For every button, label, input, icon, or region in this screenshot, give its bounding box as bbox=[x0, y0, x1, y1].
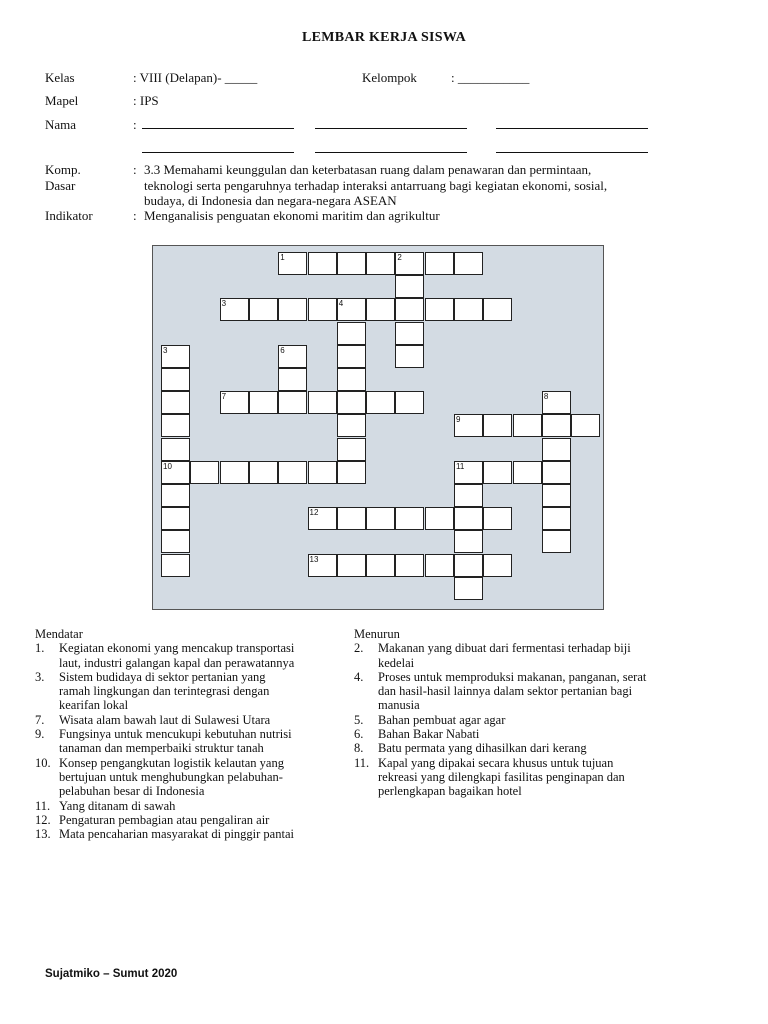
komp-label-1: Komp. bbox=[45, 162, 81, 177]
crossword-number: 3 bbox=[163, 345, 168, 355]
page-title: LEMBAR KERJA SISWA bbox=[301, 30, 467, 45]
clue-text: ramah lingkungan dan terintegrasi dengan bbox=[59, 684, 270, 699]
mapel-value: : IPS bbox=[133, 93, 159, 108]
crossword-cell[interactable] bbox=[542, 414, 571, 437]
crossword-cell[interactable] bbox=[571, 414, 600, 437]
clue-number: 12. bbox=[35, 812, 51, 827]
crossword-cell[interactable] bbox=[395, 507, 424, 530]
clue-text: Kapal yang dipakai secara khusus untuk tujuan bbox=[378, 755, 614, 770]
clue-number: 5. bbox=[354, 712, 364, 727]
komp-line-1: 3.3 Memahami keunggulan dan keterbatasan ruang dalam penawaran dan permintaan, bbox=[144, 162, 592, 177]
menurun-clue bbox=[354, 756, 714, 799]
mendatar-clue bbox=[35, 827, 345, 841]
crossword-number: 4 bbox=[338, 299, 344, 309]
crossword-cell[interactable] bbox=[366, 554, 395, 577]
name-line-2[interactable] bbox=[315, 128, 467, 129]
crossword-number: 6 bbox=[280, 345, 285, 355]
crossword-cell[interactable] bbox=[308, 391, 337, 414]
clue-number: 9. bbox=[35, 727, 45, 742]
crossword-number: 8 bbox=[543, 392, 549, 402]
clue-text: Kegiatan ekonomi yang mencakup transportasi bbox=[59, 641, 295, 656]
crossword-cell[interactable] bbox=[337, 322, 366, 345]
crossword-cell[interactable] bbox=[483, 461, 512, 484]
crossword-board bbox=[152, 245, 604, 610]
crossword-cell[interactable] bbox=[161, 438, 190, 461]
crossword-cell[interactable] bbox=[278, 298, 307, 321]
crossword-cell[interactable] bbox=[337, 461, 366, 484]
clue-number: 7. bbox=[35, 712, 45, 727]
clue-text: tanaman dan memperbaiki struktur tanah bbox=[59, 741, 264, 756]
clue-text: kearifan lokal bbox=[59, 698, 129, 713]
clue-number: 4. bbox=[354, 669, 364, 684]
crossword-cell[interactable] bbox=[425, 298, 454, 321]
komp-line-2: teknologi serta pengaruhnya terhadap interaksi antarruang bagi kegiatan ekonomi, sosial, bbox=[144, 178, 608, 193]
crossword-number: 3 bbox=[221, 299, 227, 309]
crossword-cell[interactable] bbox=[278, 391, 307, 414]
crossword-cell[interactable] bbox=[454, 252, 483, 275]
clue-number: 2. bbox=[354, 641, 364, 656]
crossword-cell[interactable] bbox=[337, 391, 366, 414]
kelas-value: : VIII (Delapan)- _____ bbox=[133, 70, 258, 85]
clue-text: Bahan pembuat agar agar bbox=[378, 712, 506, 727]
clue-text: pelabuhan besar di Indonesia bbox=[59, 784, 205, 799]
crossword-cell[interactable] bbox=[161, 414, 190, 437]
crossword-cell[interactable] bbox=[249, 461, 278, 484]
crossword-cell[interactable] bbox=[278, 461, 307, 484]
crossword-cell[interactable] bbox=[395, 345, 424, 368]
crossword-number: 10 bbox=[163, 461, 172, 471]
crossword-cell[interactable] bbox=[308, 461, 337, 484]
clue-number: 3. bbox=[35, 669, 45, 684]
crossword-cell[interactable] bbox=[542, 484, 571, 507]
crossword-cell[interactable] bbox=[337, 507, 366, 530]
nama-colon: : bbox=[133, 117, 137, 132]
menurun-clue bbox=[354, 727, 714, 741]
footer-credit: Sujatmiko – Sumut 2020 bbox=[45, 968, 178, 980]
crossword-cell[interactable] bbox=[395, 554, 424, 577]
menurun-clue bbox=[354, 741, 714, 755]
mendatar-clues bbox=[35, 627, 345, 841]
crossword-cell[interactable] bbox=[454, 554, 483, 577]
crossword-cell[interactable] bbox=[395, 298, 424, 321]
crossword-number: 12 bbox=[309, 508, 319, 518]
mendatar-clue bbox=[35, 727, 345, 756]
crossword-cell[interactable] bbox=[337, 414, 366, 437]
menurun-heading: Menurun bbox=[354, 627, 400, 641]
crossword-cell[interactable] bbox=[425, 507, 454, 530]
clue-text: Sistem budidaya di sektor pertanian yang bbox=[59, 669, 266, 684]
name-line-4[interactable] bbox=[142, 152, 294, 153]
mendatar-clue bbox=[35, 799, 345, 813]
clue-number: 8. bbox=[354, 741, 364, 756]
clue-text: dan hasil-hasil lainnya dalam sektor pertanian bagi bbox=[378, 684, 633, 699]
crossword-cell[interactable] bbox=[220, 461, 249, 484]
clue-text: Wisata alam bawah laut di Sulawesi Utara bbox=[59, 712, 271, 727]
crossword-number: 1 bbox=[280, 253, 285, 262]
crossword-cell[interactable] bbox=[337, 368, 366, 391]
clue-text: Proses untuk memproduksi makanan, panganan, serat bbox=[378, 669, 647, 684]
crossword-cell[interactable] bbox=[395, 275, 424, 298]
crossword-cell[interactable] bbox=[542, 438, 571, 461]
clue-text: rekreasi yang dilengkapi fasilitas penginapan dan bbox=[378, 769, 625, 784]
menurun-clue bbox=[354, 670, 714, 713]
crossword-cell[interactable] bbox=[483, 414, 512, 437]
crossword-cell[interactable] bbox=[366, 507, 395, 530]
mendatar-clue bbox=[35, 813, 345, 827]
crossword-cell[interactable] bbox=[308, 298, 337, 321]
crossword-cell[interactable] bbox=[161, 530, 190, 553]
crossword-cell[interactable] bbox=[249, 391, 278, 414]
name-line-6[interactable] bbox=[496, 152, 648, 153]
clue-number: 10. bbox=[35, 755, 51, 770]
clue-text: laut, industri galangan kapal dan perawatannya bbox=[59, 655, 295, 670]
mendatar-clue bbox=[35, 713, 345, 727]
menurun-clue bbox=[354, 713, 714, 727]
crossword-cell[interactable] bbox=[337, 554, 366, 577]
clue-text: Batu permata yang dihasilkan dari kerang bbox=[378, 741, 587, 756]
indikator-text: Menganalisis penguatan ekonomi maritim dan agrikultur bbox=[144, 208, 440, 223]
crossword-cell[interactable] bbox=[161, 554, 190, 577]
clue-number: 11. bbox=[35, 798, 51, 813]
crossword-cell[interactable] bbox=[483, 554, 512, 577]
clue-text: Mata pencaharian masyarakat di pinggir pantai bbox=[59, 827, 294, 842]
komp-label-2: Dasar bbox=[45, 178, 76, 193]
crossword-number: 2 bbox=[397, 253, 402, 262]
mendatar-clue bbox=[35, 670, 345, 713]
kelompok-label: Kelompok bbox=[362, 70, 417, 85]
clue-text: bertujuan untuk menghubungkan pelabuhan- bbox=[59, 769, 283, 784]
clue-text: Bahan Bakar Nabati bbox=[378, 727, 480, 742]
clue-number: 11. bbox=[354, 755, 370, 770]
komp-colon: : bbox=[133, 162, 137, 177]
crossword-cell[interactable] bbox=[395, 391, 424, 414]
mapel-label: Mapel bbox=[45, 93, 79, 108]
crossword-cell[interactable] bbox=[425, 252, 454, 275]
crossword-cell[interactable] bbox=[161, 391, 190, 414]
clue-text: Pengaturan pembagian atau pengaliran air bbox=[59, 812, 270, 827]
crossword-cell[interactable] bbox=[161, 368, 190, 391]
crossword-cell[interactable] bbox=[483, 507, 512, 530]
crossword-cell[interactable] bbox=[249, 298, 278, 321]
crossword-cell[interactable] bbox=[161, 484, 190, 507]
komp-line-3: budaya, di Indonesia dan negara-negara ASEAN bbox=[144, 193, 397, 208]
crossword-cell[interactable] bbox=[337, 252, 366, 275]
crossword-number: 7 bbox=[221, 392, 227, 402]
crossword-cell[interactable] bbox=[454, 507, 483, 530]
crossword-cell[interactable] bbox=[308, 252, 337, 275]
mendatar-clue bbox=[35, 641, 345, 670]
crossword-cell[interactable] bbox=[366, 298, 395, 321]
crossword-cell[interactable] bbox=[395, 322, 424, 345]
crossword-cell[interactable] bbox=[278, 368, 307, 391]
name-line-1[interactable] bbox=[142, 128, 294, 129]
crossword-cell[interactable] bbox=[337, 345, 366, 368]
clue-text: Makanan yang dibuat dari fermentasi terhadap biji bbox=[378, 641, 631, 656]
menurun-clues bbox=[354, 627, 714, 799]
crossword-cell[interactable] bbox=[454, 577, 483, 600]
name-line-3[interactable] bbox=[496, 128, 648, 129]
crossword-cell[interactable] bbox=[513, 461, 542, 484]
indikator-label: Indikator bbox=[45, 208, 93, 223]
crossword-cell[interactable] bbox=[483, 298, 512, 321]
mendatar-heading: Mendatar bbox=[35, 627, 83, 641]
crossword-cell[interactable] bbox=[366, 391, 395, 414]
kelas-label: Kelas bbox=[45, 70, 75, 85]
crossword-cell[interactable] bbox=[454, 484, 483, 507]
crossword-cell[interactable] bbox=[454, 298, 483, 321]
crossword-cell[interactable] bbox=[454, 530, 483, 553]
clue-text: perlengkapan bagaikan hotel bbox=[378, 784, 522, 799]
clue-text: kedelai bbox=[378, 655, 415, 670]
crossword-number: 13 bbox=[309, 554, 319, 564]
clue-text: manusia bbox=[378, 698, 420, 713]
clue-text: Konsep pengangkutan logistik kelautan yang bbox=[59, 755, 284, 770]
indikator-colon: : bbox=[133, 208, 137, 223]
clue-number: 13. bbox=[35, 827, 51, 842]
crossword-number: 11 bbox=[456, 461, 465, 471]
crossword-number: 9 bbox=[456, 415, 461, 425]
crossword-cell[interactable] bbox=[425, 554, 454, 577]
name-line-5[interactable] bbox=[315, 152, 467, 153]
crossword-cell[interactable] bbox=[161, 507, 190, 530]
crossword-cell[interactable] bbox=[542, 461, 571, 484]
crossword-cell[interactable] bbox=[366, 252, 395, 275]
mendatar-clue bbox=[35, 756, 345, 799]
clue-text: Yang ditanam di sawah bbox=[59, 798, 176, 813]
crossword-cell[interactable] bbox=[542, 507, 571, 530]
clue-number: 1. bbox=[35, 641, 45, 656]
nama-label: Nama bbox=[45, 117, 77, 132]
crossword-cell[interactable] bbox=[337, 438, 366, 461]
clue-text: Fungsinya untuk mencukupi kebutuhan nutrisi bbox=[59, 727, 292, 742]
crossword-cell[interactable] bbox=[542, 530, 571, 553]
kelompok-value: : ___________ bbox=[451, 70, 530, 85]
crossword-cell[interactable] bbox=[190, 461, 219, 484]
clue-number: 6. bbox=[354, 727, 364, 742]
menurun-clue bbox=[354, 641, 714, 670]
crossword-cell[interactable] bbox=[513, 414, 542, 437]
